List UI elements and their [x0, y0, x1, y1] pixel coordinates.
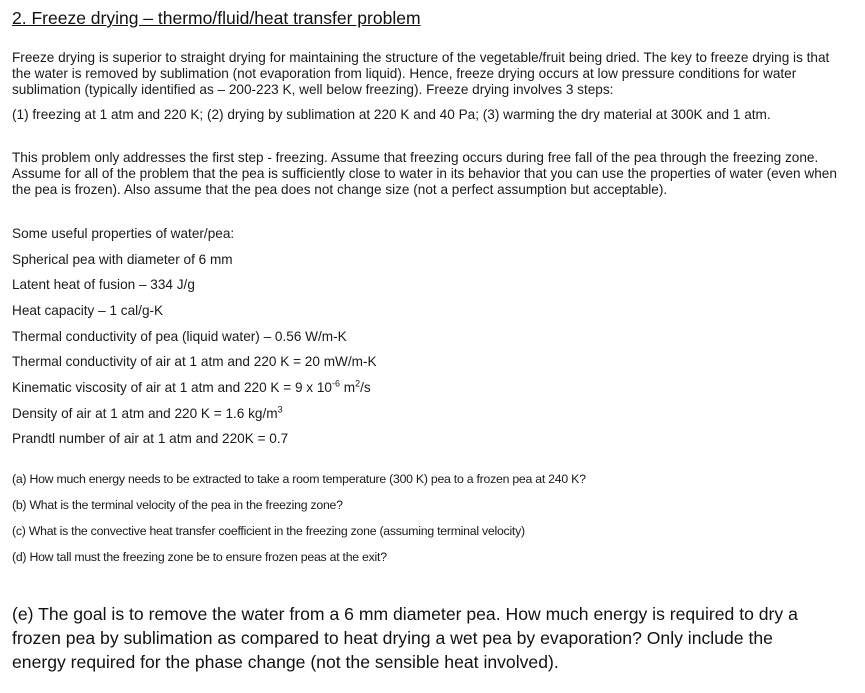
property-nu-air	[12, 380, 371, 396]
property-nu-air-exp: -6	[332, 378, 341, 389]
properties-heading: Some useful properties of water/pea:	[12, 226, 235, 241]
question-e: (e) The goal is to remove the water from a 6 mm diameter pea. How much energy is required to dry a frozen pea by sublimation as compared to heat drying a wet pea by evaporation? Only include the energy required for the phase change (not the sensible heat involved).	[12, 604, 798, 672]
property-latent-heat: Latent heat of fusion – 334 J/g	[12, 277, 195, 292]
intro-paragraph: Freeze drying is superior to straight drying for maintaining the structure of the vegetable/fruit being dried. The key to freeze drying is that the water is removed by sublimation (not evaporation from liquid). Hence, freeze drying occurs at low pressure conditions for water sublimation (typically identified as – 200-223 K, well below freezing). Freeze drying involves 3 steps:	[12, 50, 830, 97]
steps-paragraph: (1) freezing at 1 atm and 220 K; (2) drying by sublimation at 220 K and 40 Pa; (3) warming the dry material at 300K and 1 atm.	[12, 107, 771, 122]
property-k-air-value: 20 mW/m-K	[304, 354, 377, 369]
property-heat-capacity: Heat capacity – 1 cal/g-K	[12, 303, 164, 318]
property-nu-air-unit-tail: /s	[360, 380, 371, 395]
problem-title: 2. Freeze drying – thermo/fluid/heat transfer problem	[12, 8, 421, 28]
property-prandtl: Prandtl number of air at 1 atm and 220K = 0.7	[12, 431, 289, 446]
question-b: (b) What is the terminal velocity of the pea in the freezing zone?	[12, 498, 343, 512]
property-rho-air-label: Density of air at 1 atm and 220 K = 1.6 kg/m	[12, 406, 278, 421]
property-k-air	[12, 354, 377, 370]
property-sphere: Spherical pea with diameter of 6 mm	[12, 252, 233, 267]
question-c: (c) What is the convective heat transfer coefficient in the freezing zone (assuming terminal velocity)	[12, 524, 525, 538]
property-nu-air-unit: m	[340, 380, 356, 395]
property-rho-air-exp: 3	[277, 404, 283, 415]
property-nu-air-label: Kinematic viscosity of air at 1 atm and 220 K = 9 x 10	[12, 380, 332, 395]
property-k-pea: Thermal conductivity of pea (liquid water) – 0.56 W/m-K	[12, 329, 347, 344]
property-nu-air-unit-exp: 2	[355, 378, 361, 389]
question-a: (a) How much energy needs to be extracted to take a room temperature (300 K) pea to a frozen pea at 240 K?	[12, 472, 586, 486]
scope-paragraph: This problem only addresses the first step - freezing. Assume that freezing occurs during free fall of the pea through the freezing zone. Assume for all of the problem that the pea is sufficiently close to water in its behavior that you can use the properties of water (even when the pea is frozen). Also assume that the pea does not change size (not a perfect assumption but acceptable).	[12, 150, 837, 197]
question-d: (d) How tall must the freezing zone be to ensure frozen peas at the exit?	[12, 550, 387, 564]
property-rho-air	[12, 406, 283, 422]
property-k-air-label: Thermal conductivity of air at 1 atm and 220 K =	[12, 354, 305, 369]
